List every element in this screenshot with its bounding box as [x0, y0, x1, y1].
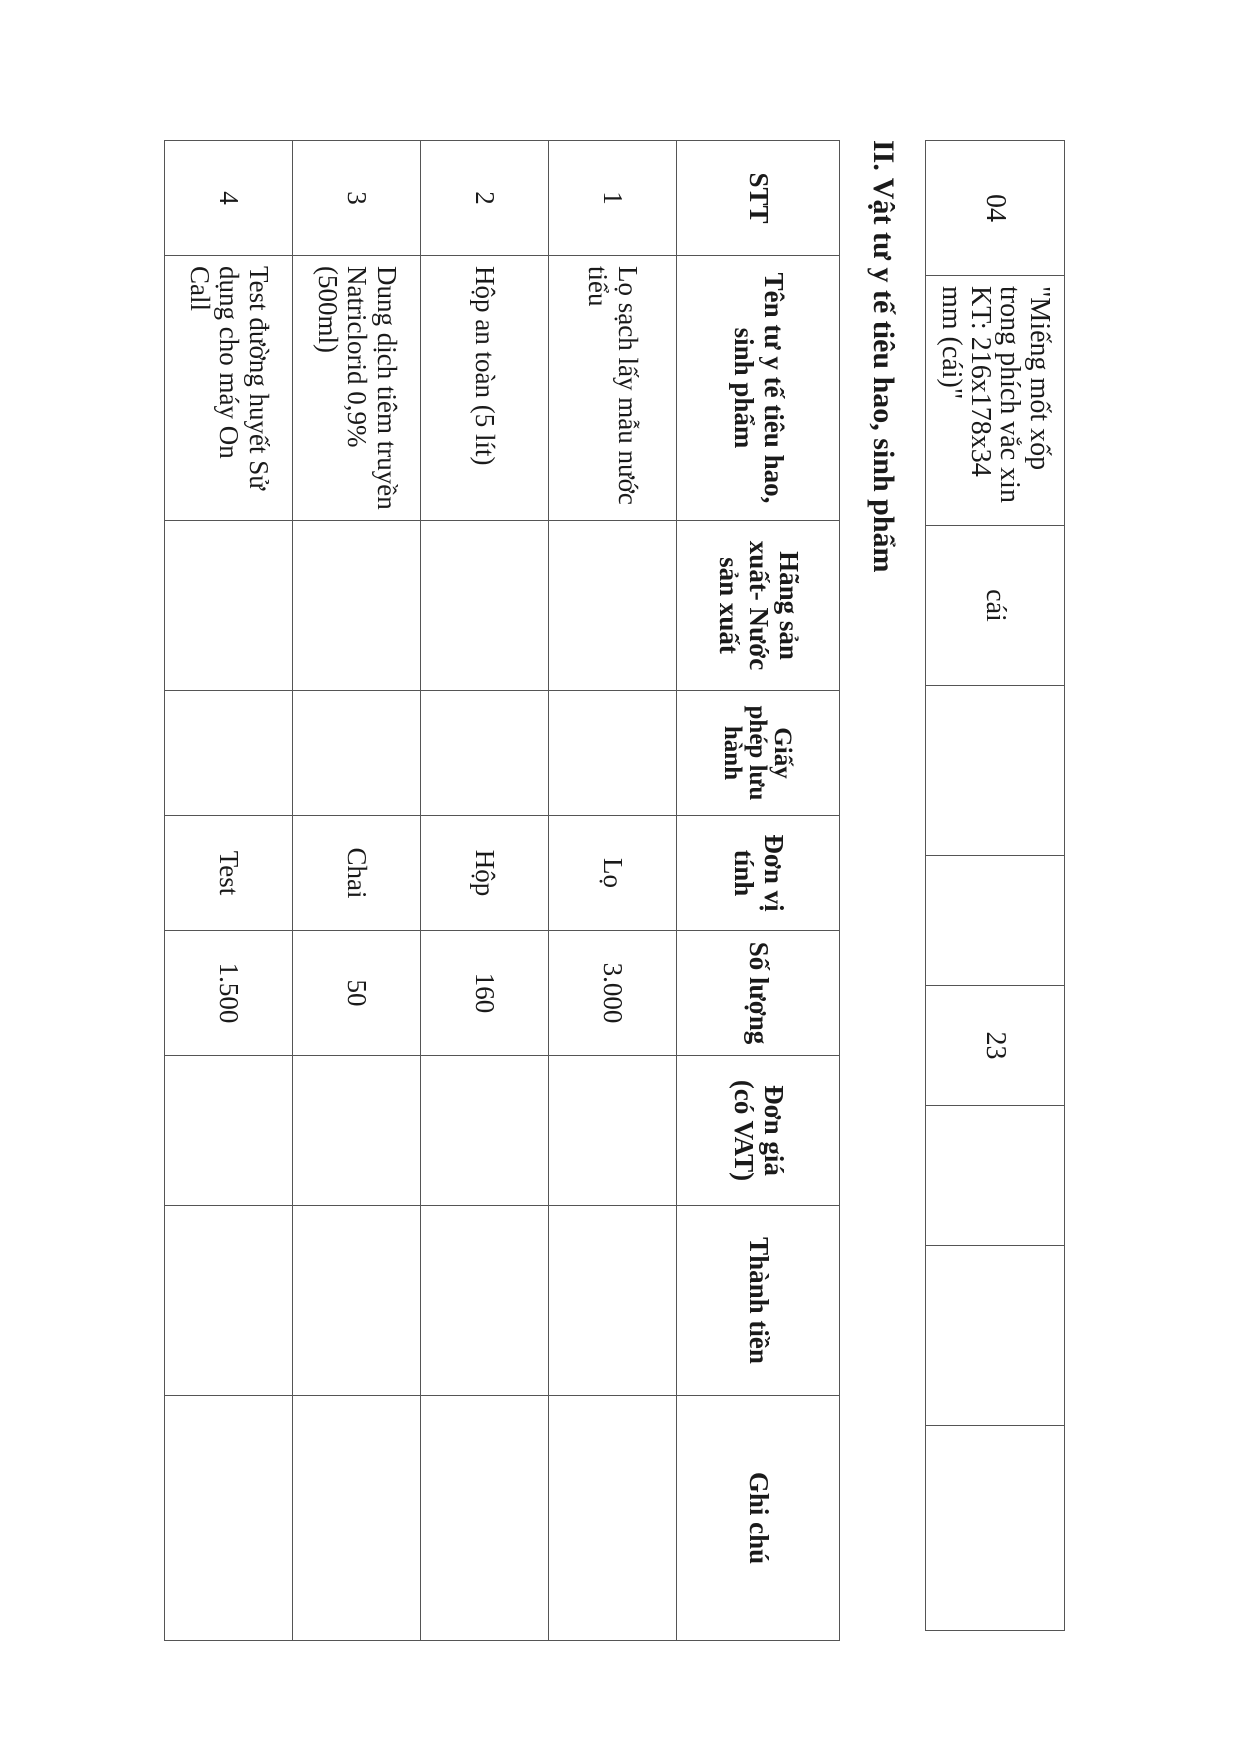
license-cell — [293, 691, 421, 816]
unit-cell: Chai — [293, 816, 421, 931]
unit-price-cell — [549, 1056, 677, 1206]
header-quantity: Số lượng — [677, 931, 840, 1056]
quantity-cell: 3.000 — [549, 931, 677, 1056]
table-row — [421, 141, 549, 1641]
unit-cell: Hộp — [421, 816, 549, 931]
consumables-table — [164, 140, 840, 1641]
table-row — [926, 141, 1065, 1631]
header-unit: Đơn vị tính — [677, 816, 840, 931]
unit-price-cell — [421, 1056, 549, 1206]
header-stt: STT — [677, 141, 840, 256]
header-name: Tên tư y tế tiêu hao, sinh phẩm — [677, 256, 840, 521]
manufacturer-cell — [549, 521, 677, 691]
quantity-cell: 1.500 — [165, 931, 293, 1056]
note-cell — [165, 1396, 293, 1641]
total-cell — [421, 1206, 549, 1396]
header-note: Ghi chú — [677, 1396, 840, 1641]
note-cell — [549, 1396, 677, 1641]
header-total: Thành tiền — [677, 1206, 840, 1396]
quantity-cell: 23 — [926, 986, 1065, 1106]
item-name-cell: Hộp an toàn (5 lít) — [421, 256, 549, 521]
note-cell — [926, 1426, 1065, 1631]
note-cell — [421, 1396, 549, 1641]
unit-cell: cái — [926, 526, 1065, 686]
item-name-cell: Dung dịch tiêm truyền Natriclorid 0,9% (500ml) — [293, 256, 421, 521]
total-cell — [293, 1206, 421, 1396]
stt-cell: 04 — [926, 141, 1065, 276]
manufacturer-cell — [293, 521, 421, 691]
table-row — [293, 141, 421, 1641]
license-cell — [165, 691, 293, 816]
manufacturer-cell — [165, 521, 293, 691]
item-name-cell: "Miếng mốt xốp trong phích vắc xin KT: 216x178x34 mm (cái)" — [926, 276, 1065, 526]
stt-cell: 4 — [165, 141, 293, 256]
stt-cell: 1 — [549, 141, 677, 256]
unit-price-cell — [165, 1056, 293, 1206]
manufacturer-cell — [926, 686, 1065, 856]
license-cell — [926, 856, 1065, 986]
unit-cell: Test — [165, 816, 293, 931]
total-cell — [165, 1206, 293, 1396]
manufacturer-cell — [421, 521, 549, 691]
rotated-page — [100, 140, 1065, 1650]
unit-price-cell — [293, 1056, 421, 1206]
header-license: Giấy phép lưu hành — [677, 691, 840, 816]
total-cell — [926, 1246, 1065, 1426]
section-title: II. Vật tư y tế tiêu hao, sinh phẩm — [867, 140, 900, 573]
stt-cell: 3 — [293, 141, 421, 256]
unit-cell: Lọ — [549, 816, 677, 931]
quantity-cell: 160 — [421, 931, 549, 1056]
header-unit-price: Đơn giá (có VAT) — [677, 1056, 840, 1206]
quantity-cell: 50 — [293, 931, 421, 1056]
previous-section-table-tail — [925, 140, 1065, 1631]
license-cell — [421, 691, 549, 816]
header-manufacturer: Hãng sản xuất- Nước sản xuất — [677, 521, 840, 691]
stt-cell: 2 — [421, 141, 549, 256]
item-name-cell: Test đường huyết Sử dụng cho máy On Call — [165, 256, 293, 521]
table-row — [165, 141, 293, 1641]
item-name-cell: Lọ sạch lấy mẫu nước tiểu — [549, 256, 677, 521]
table-header-row — [677, 141, 840, 1641]
table-row — [549, 141, 677, 1641]
license-cell — [549, 691, 677, 816]
total-cell — [549, 1206, 677, 1396]
unit-price-cell — [926, 1106, 1065, 1246]
note-cell — [293, 1396, 421, 1641]
